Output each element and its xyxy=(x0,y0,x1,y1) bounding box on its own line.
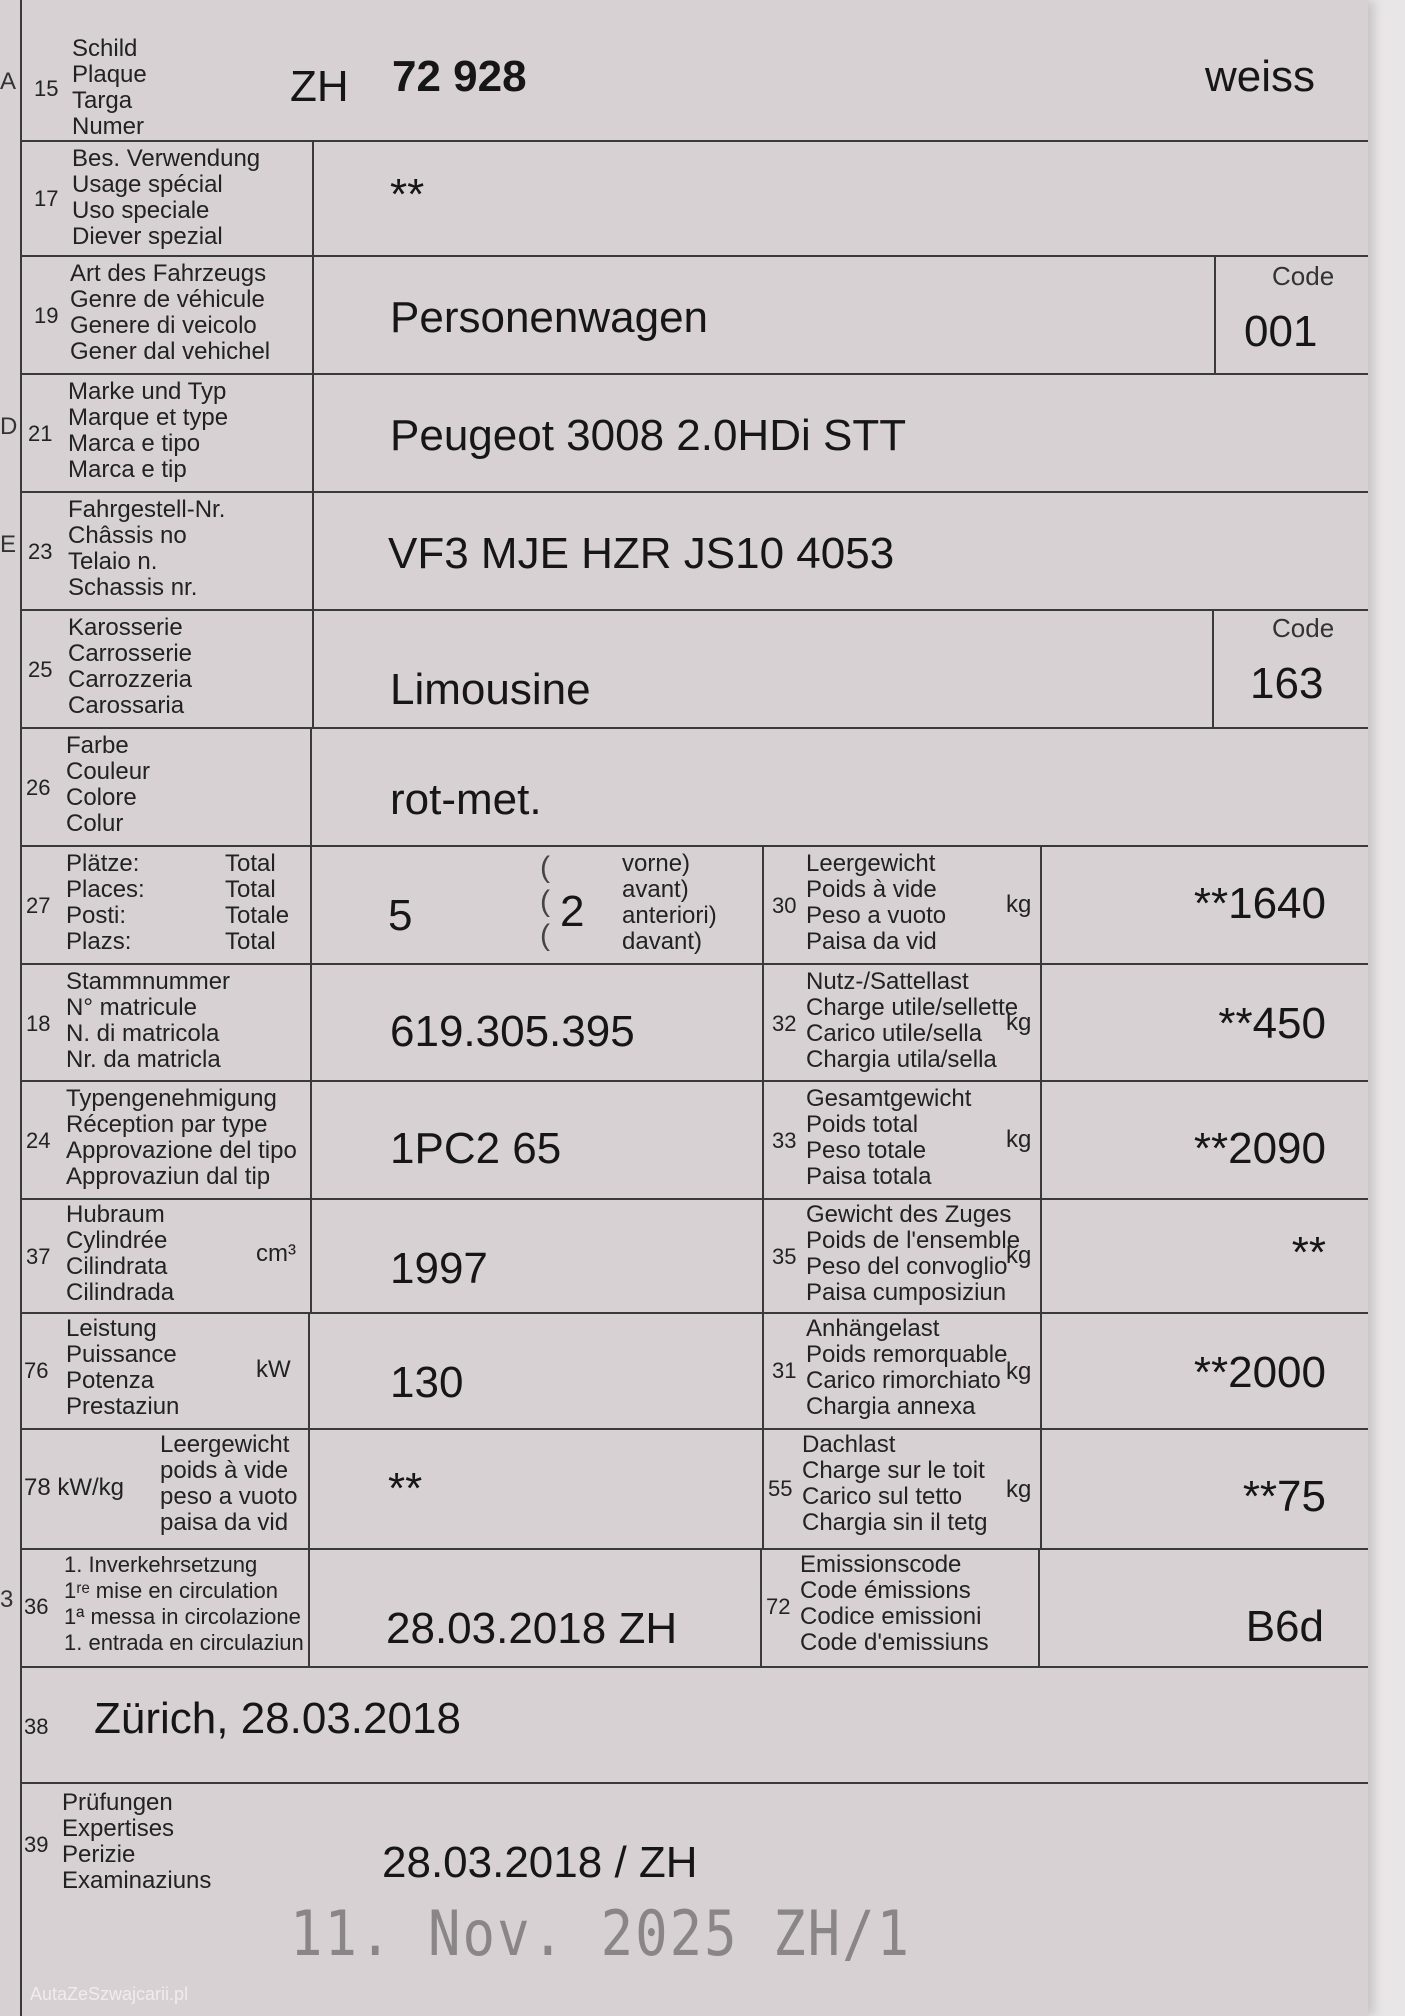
unit-label: kg xyxy=(1006,1358,1032,1385)
first-registration-value: 28.03.2018 ZH xyxy=(386,1604,678,1653)
trailer-load-value: **2000 xyxy=(1193,1348,1326,1397)
field-number: 76 xyxy=(24,1358,49,1383)
row-displacement xyxy=(20,1198,1368,1314)
row-body xyxy=(20,609,1368,729)
row-plate xyxy=(0,35,1368,142)
plate-number: 72 928 xyxy=(392,52,527,101)
field-number: 30 xyxy=(772,893,797,918)
plate-canton: ZH xyxy=(290,62,349,111)
field-labels: Prüfungen Expertises Perizie Examinaziuns xyxy=(62,1789,212,1894)
row-power xyxy=(20,1312,1368,1430)
total-weight-value: **2090 xyxy=(1193,1124,1326,1173)
power-weight-ratio-value: ** xyxy=(388,1464,423,1513)
field-labels: Plätze: Places: Posti: Plazs: xyxy=(66,850,145,955)
margin-letter: 3 xyxy=(0,1586,14,1613)
watermark: AutaZeSzwajcarii.pl xyxy=(30,1984,189,2004)
field-labels: Stammnummer N° matricule N. di matricola Nr. da matricla xyxy=(66,968,231,1073)
unit-label: kg xyxy=(1006,891,1032,918)
unit-label: kW xyxy=(256,1356,291,1383)
field-labels: Art des Fahrzeugs Genre de véhicule Genere di veicolo Gener dal vehichel xyxy=(70,260,271,365)
front-labels: vorne) avant) anteriori) davant) xyxy=(622,850,717,955)
field-number: 18 xyxy=(26,1011,51,1036)
field-number: 78 kW/kg xyxy=(24,1474,125,1501)
seats-front-value: 2 xyxy=(560,887,585,936)
unit-label: kg xyxy=(1006,1126,1032,1153)
field-number: 27 xyxy=(26,893,51,918)
row-first-registration xyxy=(0,1548,1368,1668)
row-make-model xyxy=(0,373,1368,493)
field-number: 55 xyxy=(768,1476,793,1501)
row-seats xyxy=(20,845,1368,965)
body-value: Limousine xyxy=(390,665,591,714)
field-labels: Anhängelast Poids remorquable Carico rimorchiato Chargia annexa xyxy=(806,1315,1008,1420)
field-number: 25 xyxy=(28,657,53,682)
unit-label: kg xyxy=(1006,1476,1032,1503)
emission-code-value: B6d xyxy=(1245,1602,1324,1651)
field-number: 38 xyxy=(24,1714,49,1739)
field-labels: Emissionscode Code émissions Codice emissioni Code d'emissiuns xyxy=(800,1551,989,1656)
type-approval-value: 1PC2 65 xyxy=(390,1124,562,1173)
row-special-use xyxy=(20,140,1368,257)
field-number: 33 xyxy=(772,1128,797,1153)
field-labels: Leergewicht Poids à vide Peso a vuoto Paisa da vid xyxy=(806,850,947,955)
field-number: 17 xyxy=(34,186,59,211)
power-value: 130 xyxy=(390,1358,464,1407)
field-labels: Karosserie Carrosserie Carrozzeria Carossaria xyxy=(68,614,193,719)
color-value: rot-met. xyxy=(390,775,542,824)
field-labels: Bes. Verwendung Usage spécial Uso speciale Diever spezial xyxy=(72,145,261,250)
field-labels: Typengenehmigung Réception par type Approvazione del tipo Approvaziun dal tip xyxy=(66,1085,297,1190)
special-use-value: ** xyxy=(390,170,425,219)
field-labels: Schild Plaque Targa Numer xyxy=(72,35,147,140)
field-number: 39 xyxy=(24,1832,49,1857)
field-number: 15 xyxy=(34,76,59,101)
vehicle-type-code: 001 xyxy=(1244,307,1318,356)
field-number: 72 xyxy=(766,1594,791,1619)
field-labels: Dachlast Charge sur le toit Carico sul tetto Chargia sin il tetg xyxy=(802,1431,988,1536)
field-number: 37 xyxy=(26,1244,51,1269)
vehicle-type-value: Personenwagen xyxy=(390,293,709,342)
field-labels: Farbe Couleur Colore Colur xyxy=(66,732,151,837)
field-number: 32 xyxy=(772,1011,797,1036)
field-number: 24 xyxy=(26,1128,51,1153)
plate-color: weiss xyxy=(1205,52,1316,101)
chassis-value: VF3 MJE HZR JS10 4053 xyxy=(388,529,895,578)
code-label: Code xyxy=(1272,613,1335,643)
row-registry-number xyxy=(20,963,1368,1082)
place-date-value: Zürich, 28.03.2018 xyxy=(94,1694,461,1743)
displacement-value: 1997 xyxy=(390,1244,488,1293)
field-labels: Leergewicht poids à vide peso a vuoto paisa da vid xyxy=(160,1431,298,1536)
row-inspections xyxy=(20,1782,1368,2016)
field-number: 19 xyxy=(34,303,59,328)
train-weight-value: ** xyxy=(1291,1228,1326,1277)
row-type-approval xyxy=(20,1080,1368,1200)
roof-load-value: **75 xyxy=(1242,1472,1326,1521)
body-code: 163 xyxy=(1250,659,1324,708)
field-labels: 1. Inverkehrsetzung 1ʳᵉ mise en circulation 1ª messa in circolazione 1. entrada en circulaziun xyxy=(64,1552,304,1655)
row-vehicle-type xyxy=(20,255,1368,375)
field-labels: Fahrgestell-Nr. Châssis no Telaio n. Schassis nr. xyxy=(68,496,226,601)
field-number: 31 xyxy=(772,1358,797,1383)
unit-label: kg xyxy=(1006,1242,1032,1269)
field-number: 23 xyxy=(28,539,53,564)
inspection-stamp: 11. Nov. 2025 ZH/1 xyxy=(290,1897,912,1970)
margin-letter: A xyxy=(0,68,17,95)
field-number: 35 xyxy=(772,1244,797,1269)
field-labels: Hubraum Cylindrée Cilindrata Cilindrada xyxy=(66,1201,175,1306)
total-labels: Total Total Totale Total xyxy=(225,850,290,955)
make-model-value: Peugeot 3008 2.0HDi STT xyxy=(390,411,907,460)
row-place-date xyxy=(20,1666,1368,1784)
payload-value: **450 xyxy=(1218,999,1326,1048)
field-labels: Gesamtgewicht Poids total Peso totale Paisa totala xyxy=(806,1085,972,1190)
margin-letter: D xyxy=(0,413,18,440)
field-number: 26 xyxy=(26,775,51,800)
margin-letter: E xyxy=(0,531,17,558)
registry-number-value: 619.305.395 xyxy=(390,1007,635,1056)
code-label: Code xyxy=(1272,261,1335,291)
row-chassis xyxy=(0,491,1368,611)
field-labels: Marke und Typ Marque et type Marca e tipo Marca e tip xyxy=(68,378,229,483)
field-labels: Leistung Puissance Potenza Prestaziun xyxy=(66,1315,180,1420)
field-labels: Nutz-/Sattellast Charge utile/sellette Carico utile/sella Chargia utila/sella xyxy=(806,968,1019,1073)
paren-bracket: ( ( ( xyxy=(540,851,550,952)
row-power-weight-ratio xyxy=(20,1428,1368,1550)
seats-total-value: 5 xyxy=(388,891,413,940)
empty-weight-value: **1640 xyxy=(1193,879,1326,928)
unit-label: kg xyxy=(1006,1009,1032,1036)
unit-label: cm³ xyxy=(256,1240,296,1267)
row-color xyxy=(20,727,1368,847)
inspection-value: 28.03.2018 / ZH xyxy=(382,1838,698,1887)
field-number: 21 xyxy=(28,421,53,446)
field-labels: Gewicht des Zuges Poids de l'ensemble Peso del convoglio Paisa cumposiziun xyxy=(806,1201,1021,1306)
field-number: 36 xyxy=(24,1594,49,1619)
